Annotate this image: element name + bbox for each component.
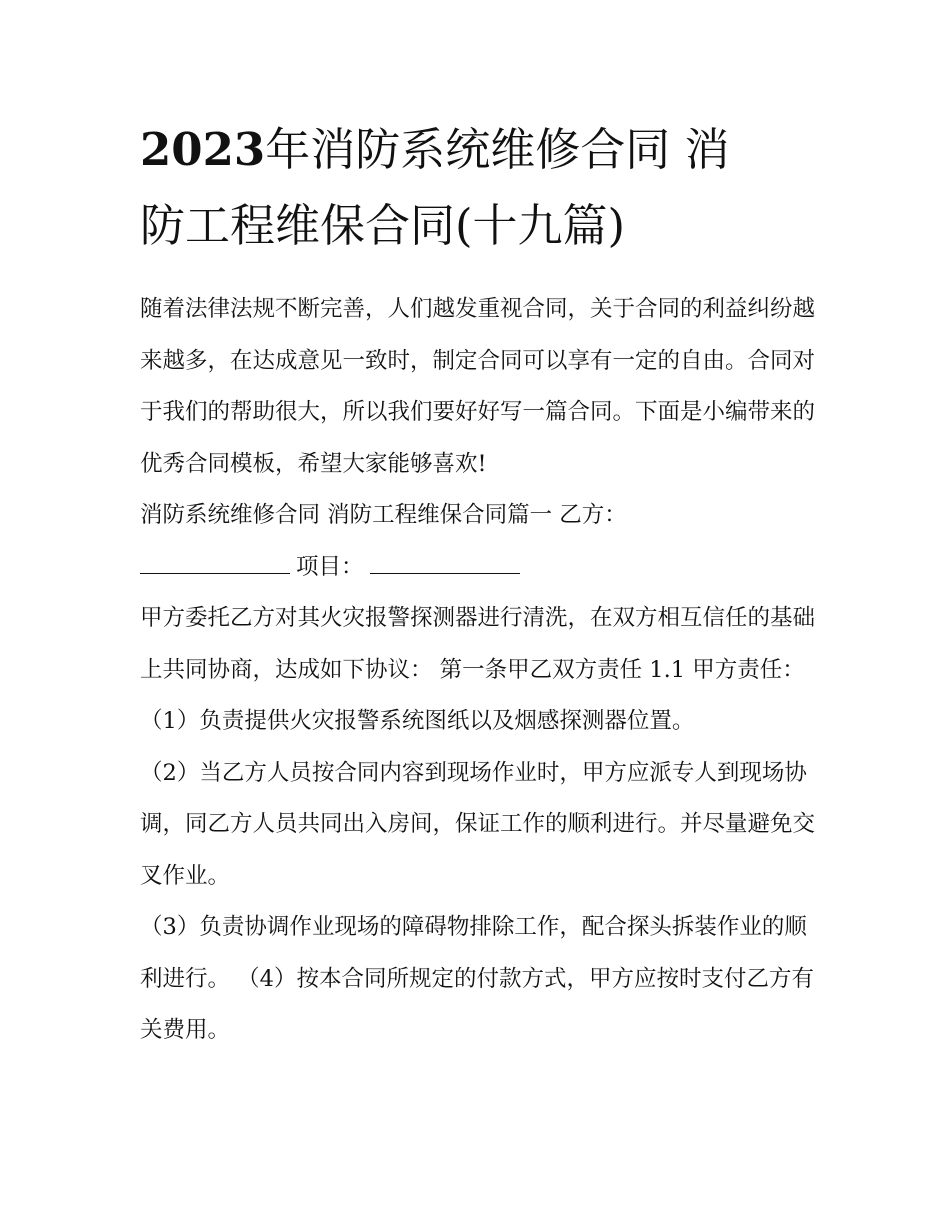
document-title <box>140 112 820 264</box>
document-page <box>140 112 820 1057</box>
document-body <box>140 284 820 1057</box>
project-blank <box>370 549 520 574</box>
title-year: 2023 <box>140 123 266 176</box>
title-line1: 年消防系统维修合同 消 <box>265 123 730 176</box>
duty-item-3: （3）负责协调作业现场的障碍物排除工作，配合探头拆装作业的顺利进行。 （4）按本合同所规定的付款方式，甲方应按时支付乙方有关费用。 <box>140 914 814 1043</box>
duty-item-1: （1）负责提供火灾报警系统图纸以及烟感探测器位置。 <box>140 708 695 734</box>
title-line2: 防工程维保合同(十九篇) <box>140 199 626 252</box>
contract-heading: 消防系统维修合同 消防工程维保合同篇一 乙方： <box>140 502 627 528</box>
project-label: 项目： <box>296 553 364 580</box>
party-b-blank <box>140 549 290 574</box>
agreement-paragraph: 甲方委托乙方对其火灾报警探测器进行清洗，在双方相互信任的基础上共同协商，达成如下协议： 第一条甲乙双方责任 1.1 甲方责任： <box>140 605 816 683</box>
blank-line <box>140 542 820 594</box>
intro-paragraph: 随着法律法规不断完善，人们越发重视合同，关于合同的利益纠纷越来越多，在达成意见一致时，制定合同可以享有一定的自由。合同对于我们的帮助很大，所以我们要好好写一篇合同。下面是小编带来的优秀合同模板，希望大家能够喜欢! <box>140 296 816 477</box>
duty-item-2: （2）当乙方人员按合同内容到现场作业时，甲方应派专人到现场协调，同乙方人员共同出入房间，保证工作的顺利进行。并尽量避免交叉作业。 <box>140 759 816 889</box>
